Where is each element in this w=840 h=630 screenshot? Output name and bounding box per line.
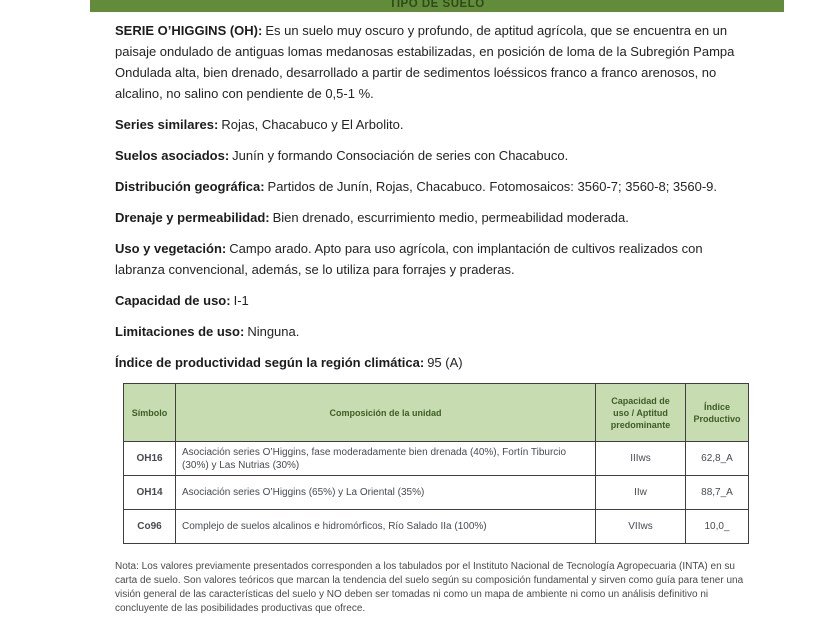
cell-composicion: Asociación series O’Higgins (65%) y La Oriental (35%): [176, 476, 596, 510]
cell-indice: 10,0_: [686, 510, 749, 544]
table-row: [124, 510, 749, 544]
field-value: Campo arado. Apto para uso agrícola, con implantación de cultivos realizados con labranza convencional, además, se lo utiliza para forrajes y praderas.: [115, 241, 703, 277]
section-header-banner: [90, 0, 784, 12]
section-title: TIPO DE SUELO: [389, 0, 485, 10]
field-label: Uso y vegetación:: [115, 241, 227, 256]
table-header-composicion: Composición de la unidad: [176, 384, 596, 442]
field-value: Es un suelo muy oscuro y profundo, de aptitud agrícola, que se encuentra en un paisaje ondulado de antiguas lomas medanosas estabilizadas, en posición de loma de la Subregión Pampa Ondulada alta, bien drenado, desarrollado a partir de sedimentos loéssicos franco a franco arenosos, no alcalino, no salino con pendiente de 0,5-1 %.: [115, 23, 735, 101]
field-label: SERIE O’HIGGINS (OH):: [115, 23, 263, 38]
field-label: Suelos asociados:: [115, 148, 230, 163]
table-header-capacidad: Capacidad de uso / Aptitud predominante: [596, 384, 686, 442]
field-suelos-asociados: [115, 145, 748, 166]
field-value: Rojas, Chacabuco y El Arbolito.: [221, 117, 404, 132]
table-header-indice: Índice Productivo: [686, 384, 749, 442]
table-row: [124, 476, 749, 510]
cell-simbolo: OH14: [124, 476, 176, 510]
table-header-simbolo: Símbolo: [124, 384, 176, 442]
field-drenaje-permeabilidad: [115, 207, 748, 228]
field-value: 95 (A): [427, 355, 463, 370]
field-label: Índice de productividad según la región climática:: [115, 355, 425, 370]
cell-simbolo: Co96: [124, 510, 176, 544]
cell-simbolo: OH16: [124, 442, 176, 476]
field-value: Junín y formando Consociación de series con Chacabuco.: [232, 148, 569, 163]
field-value: I-1: [233, 293, 249, 308]
soil-units-table: [123, 383, 749, 544]
field-distribucion-geografica: [115, 176, 748, 197]
table-row: [124, 442, 749, 476]
table-header-row: [124, 384, 749, 442]
field-series-similares: [115, 114, 748, 135]
cell-indice: 62,8_A: [686, 442, 749, 476]
cell-composicion: Complejo de suelos alcalinos e hidromórficos, Río Salado IIa (100%): [176, 510, 596, 544]
field-label: Distribución geográfica:: [115, 179, 265, 194]
cell-capacidad: VIIws: [596, 510, 686, 544]
field-label: Capacidad de uso:: [115, 293, 231, 308]
field-uso-vegetacion: [115, 238, 748, 280]
field-value: Ninguna.: [247, 324, 300, 339]
field-label: Limitaciones de uso:: [115, 324, 245, 339]
field-value: Partidos de Junín, Rojas, Chacabuco. Fotomosaicos: 3560-7; 3560-8; 3560-9.: [267, 179, 718, 194]
field-indice-productividad: [115, 352, 748, 373]
cell-capacidad: IIIws: [596, 442, 686, 476]
field-label: Drenaje y permeabilidad:: [115, 210, 270, 225]
field-capacidad-uso: [115, 290, 748, 311]
footnote-text: Nota: Los valores previamente presentados corresponden a los tabulados por el Instituto Nacional de Tecnología Agropecuaria (INTA) en su carta de suelo. Son valores teóricos que marcan la tendencia del suelo según su composición fundamental y sirven como guía para tener una visión general de las características del suelo y NO deben ser tomadas ni como un mapa de ambiente ni como un análisis definitivo ni concluyente de las posibilidades productivas que ofrece.: [115, 561, 744, 614]
cell-capacidad: IIw: [596, 476, 686, 510]
cell-composicion: Asociación series O’Higgins, fase moderadamente bien drenada (40%), Fortín Tiburcio (30%) y Las Nutrias (30%): [176, 442, 596, 476]
field-limitaciones-uso: [115, 321, 748, 342]
document-content: [115, 20, 748, 616]
field-value: Bien drenado, escurrimiento medio, permeabilidad moderada.: [272, 210, 629, 225]
field-serie-descripcion: [115, 20, 748, 104]
field-label: Series similares:: [115, 117, 219, 132]
cell-indice: 88,7_A: [686, 476, 749, 510]
